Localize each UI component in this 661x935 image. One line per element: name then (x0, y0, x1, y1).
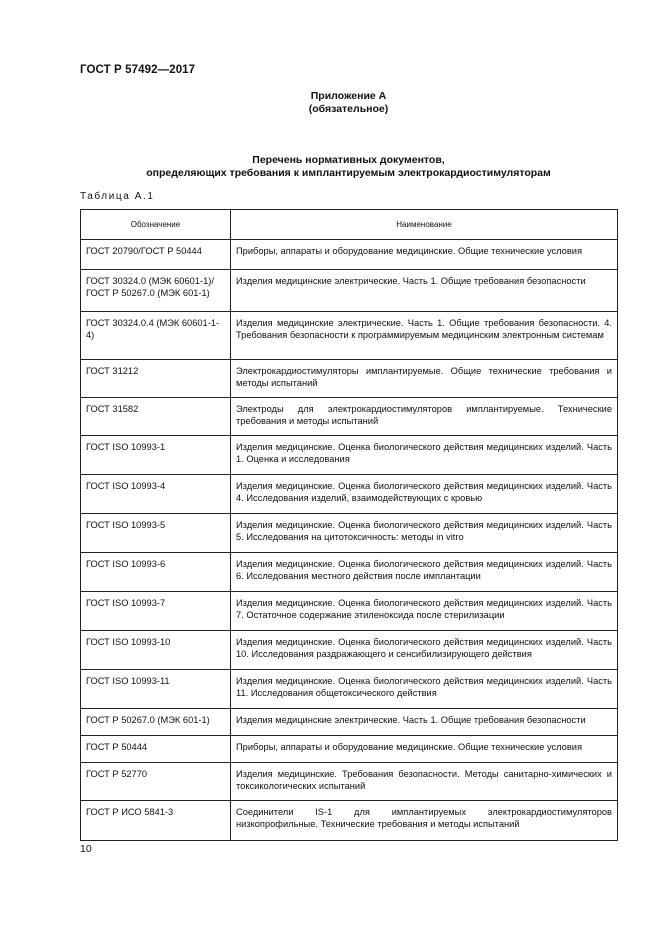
name-cell: Изделия медицинские. Оценка биологического действия медицинских изделий. Часть 4. Исследования изделий, взаимодействующих с кровью (231, 475, 618, 514)
name-cell: Изделия медицинские электрические. Часть 1. Общие требования безопасности (231, 270, 618, 312)
table-row (81, 763, 618, 801)
designation-cell: ГОСТ ISO 10993-10 (81, 631, 231, 670)
designation-cell: ГОСТ ISO 10993-1 (81, 436, 231, 475)
designation-cell: ГОСТ 30324.0.4 (МЭК 60601-1-4) (81, 312, 231, 360)
designation-cell: ГОСТ ISO 10993-5 (81, 514, 231, 553)
name-cell: Изделия медицинские. Оценка биологического действия медицинских изделий. Часть 1. Оценка и исследования (231, 436, 618, 475)
designation-cell: ГОСТ Р 50444 (81, 736, 231, 763)
table-row (81, 801, 618, 841)
designation-cell: ГОСТ ISO 10993-6 (81, 553, 231, 592)
designation-cell: ГОСТ Р 50267.0 (МЭК 601-1) (81, 709, 231, 736)
designation-cell: ГОСТ ISO 10993-7 (81, 592, 231, 631)
table-row (81, 436, 618, 475)
designation-cell: ГОСТ 20790/ГОСТ Р 50444 (81, 240, 231, 270)
name-cell: Электрокардиостимуляторы имплантируемые. Общие технические требования и методы испытаний (231, 360, 618, 398)
section-heading (0, 154, 661, 180)
table-row (81, 475, 618, 514)
table-row (81, 360, 618, 398)
table-row (81, 398, 618, 436)
appendix-title-block (0, 90, 661, 116)
table-row (81, 240, 618, 270)
document-code: ГОСТ Р 57492—2017 (80, 64, 196, 76)
designation-cell: ГОСТ ISO 10993-4 (81, 475, 231, 514)
table-row (81, 631, 618, 670)
designation-cell: ГОСТ Р 52770 (81, 763, 231, 801)
designation-cell: ГОСТ 31582 (81, 398, 231, 436)
column-header-designation: Обозначение (81, 210, 231, 240)
name-cell: Соединители IS-1 для имплантируемых электрокардиостимуляторов низкопрофильные. Технические требования и методы испытаний (231, 801, 618, 841)
name-cell: Электроды для электрокардиостимуляторов имплантируемые. Технические требования и методы испытаний (231, 398, 618, 436)
name-cell: Приборы, аппараты и оборудование медицинские. Общие технические условия (231, 240, 618, 270)
table-row (81, 553, 618, 592)
table-header-row (81, 210, 618, 240)
table-row (81, 709, 618, 736)
name-cell: Изделия медицинские. Оценка биологического действия медицинских изделий. Часть 10. Исследования раздражающего и сенсибилизирующего действия (231, 631, 618, 670)
table-row (81, 514, 618, 553)
table-row (81, 270, 618, 312)
name-cell: Изделия медицинские. Оценка биологического действия медицинских изделий. Часть 5. Исследования на цитотоксичность: методы in vitro (231, 514, 618, 553)
name-cell: Изделия медицинские электрические. Часть 1. Общие требования безопасности. 4. Требования безопасности к программируемым медицинским электронным системам (231, 312, 618, 360)
section-heading-line-2: определяющих требования к имплантируемым электрокардиостимуляторам (146, 167, 551, 179)
name-cell: Изделия медицинские. Оценка биологического действия медицинских изделий. Часть 11. Исследования общетоксического действия (231, 670, 618, 709)
name-cell: Изделия медицинские. Оценка биологического действия медицинских изделий. Часть 7. Остаточное содержание этиленоксида после стерилизации (231, 592, 618, 631)
designation-cell: ГОСТ Р ИСО 5841-3 (81, 801, 231, 841)
name-cell: Изделия медицинские. Требования безопасности. Методы санитарно-химических и токсикологических испытаний (231, 763, 618, 801)
table-row (81, 736, 618, 763)
column-header-name: Наименование (231, 210, 618, 240)
name-cell: Приборы, аппараты и оборудование медицинские. Общие технические условия (231, 736, 618, 763)
designation-cell: ГОСТ 30324.0 (МЭК 60601-1)/ ГОСТ Р 50267.0 (МЭК 601-1) (81, 270, 231, 312)
appendix-status: (обязательное) (308, 103, 389, 115)
appendix-title: Приложение А (310, 90, 387, 102)
normative-documents-table (80, 209, 618, 841)
designation-cell: ГОСТ 31212 (81, 360, 231, 398)
name-cell: Изделия медицинские электрические. Часть 1. Общие требования безопасности (231, 709, 618, 736)
table-row (81, 670, 618, 709)
table-caption: Таблица А.1 (80, 191, 155, 202)
name-cell: Изделия медицинские. Оценка биологического действия медицинских изделий. Часть 6. Исследования местного действия после имплантации (231, 553, 618, 592)
table-row (81, 592, 618, 631)
section-heading-line-1: Перечень нормативных документов, (252, 154, 445, 166)
table-row (81, 312, 618, 360)
page-number: 10 (80, 843, 92, 855)
designation-cell: ГОСТ ISO 10993-11 (81, 670, 231, 709)
